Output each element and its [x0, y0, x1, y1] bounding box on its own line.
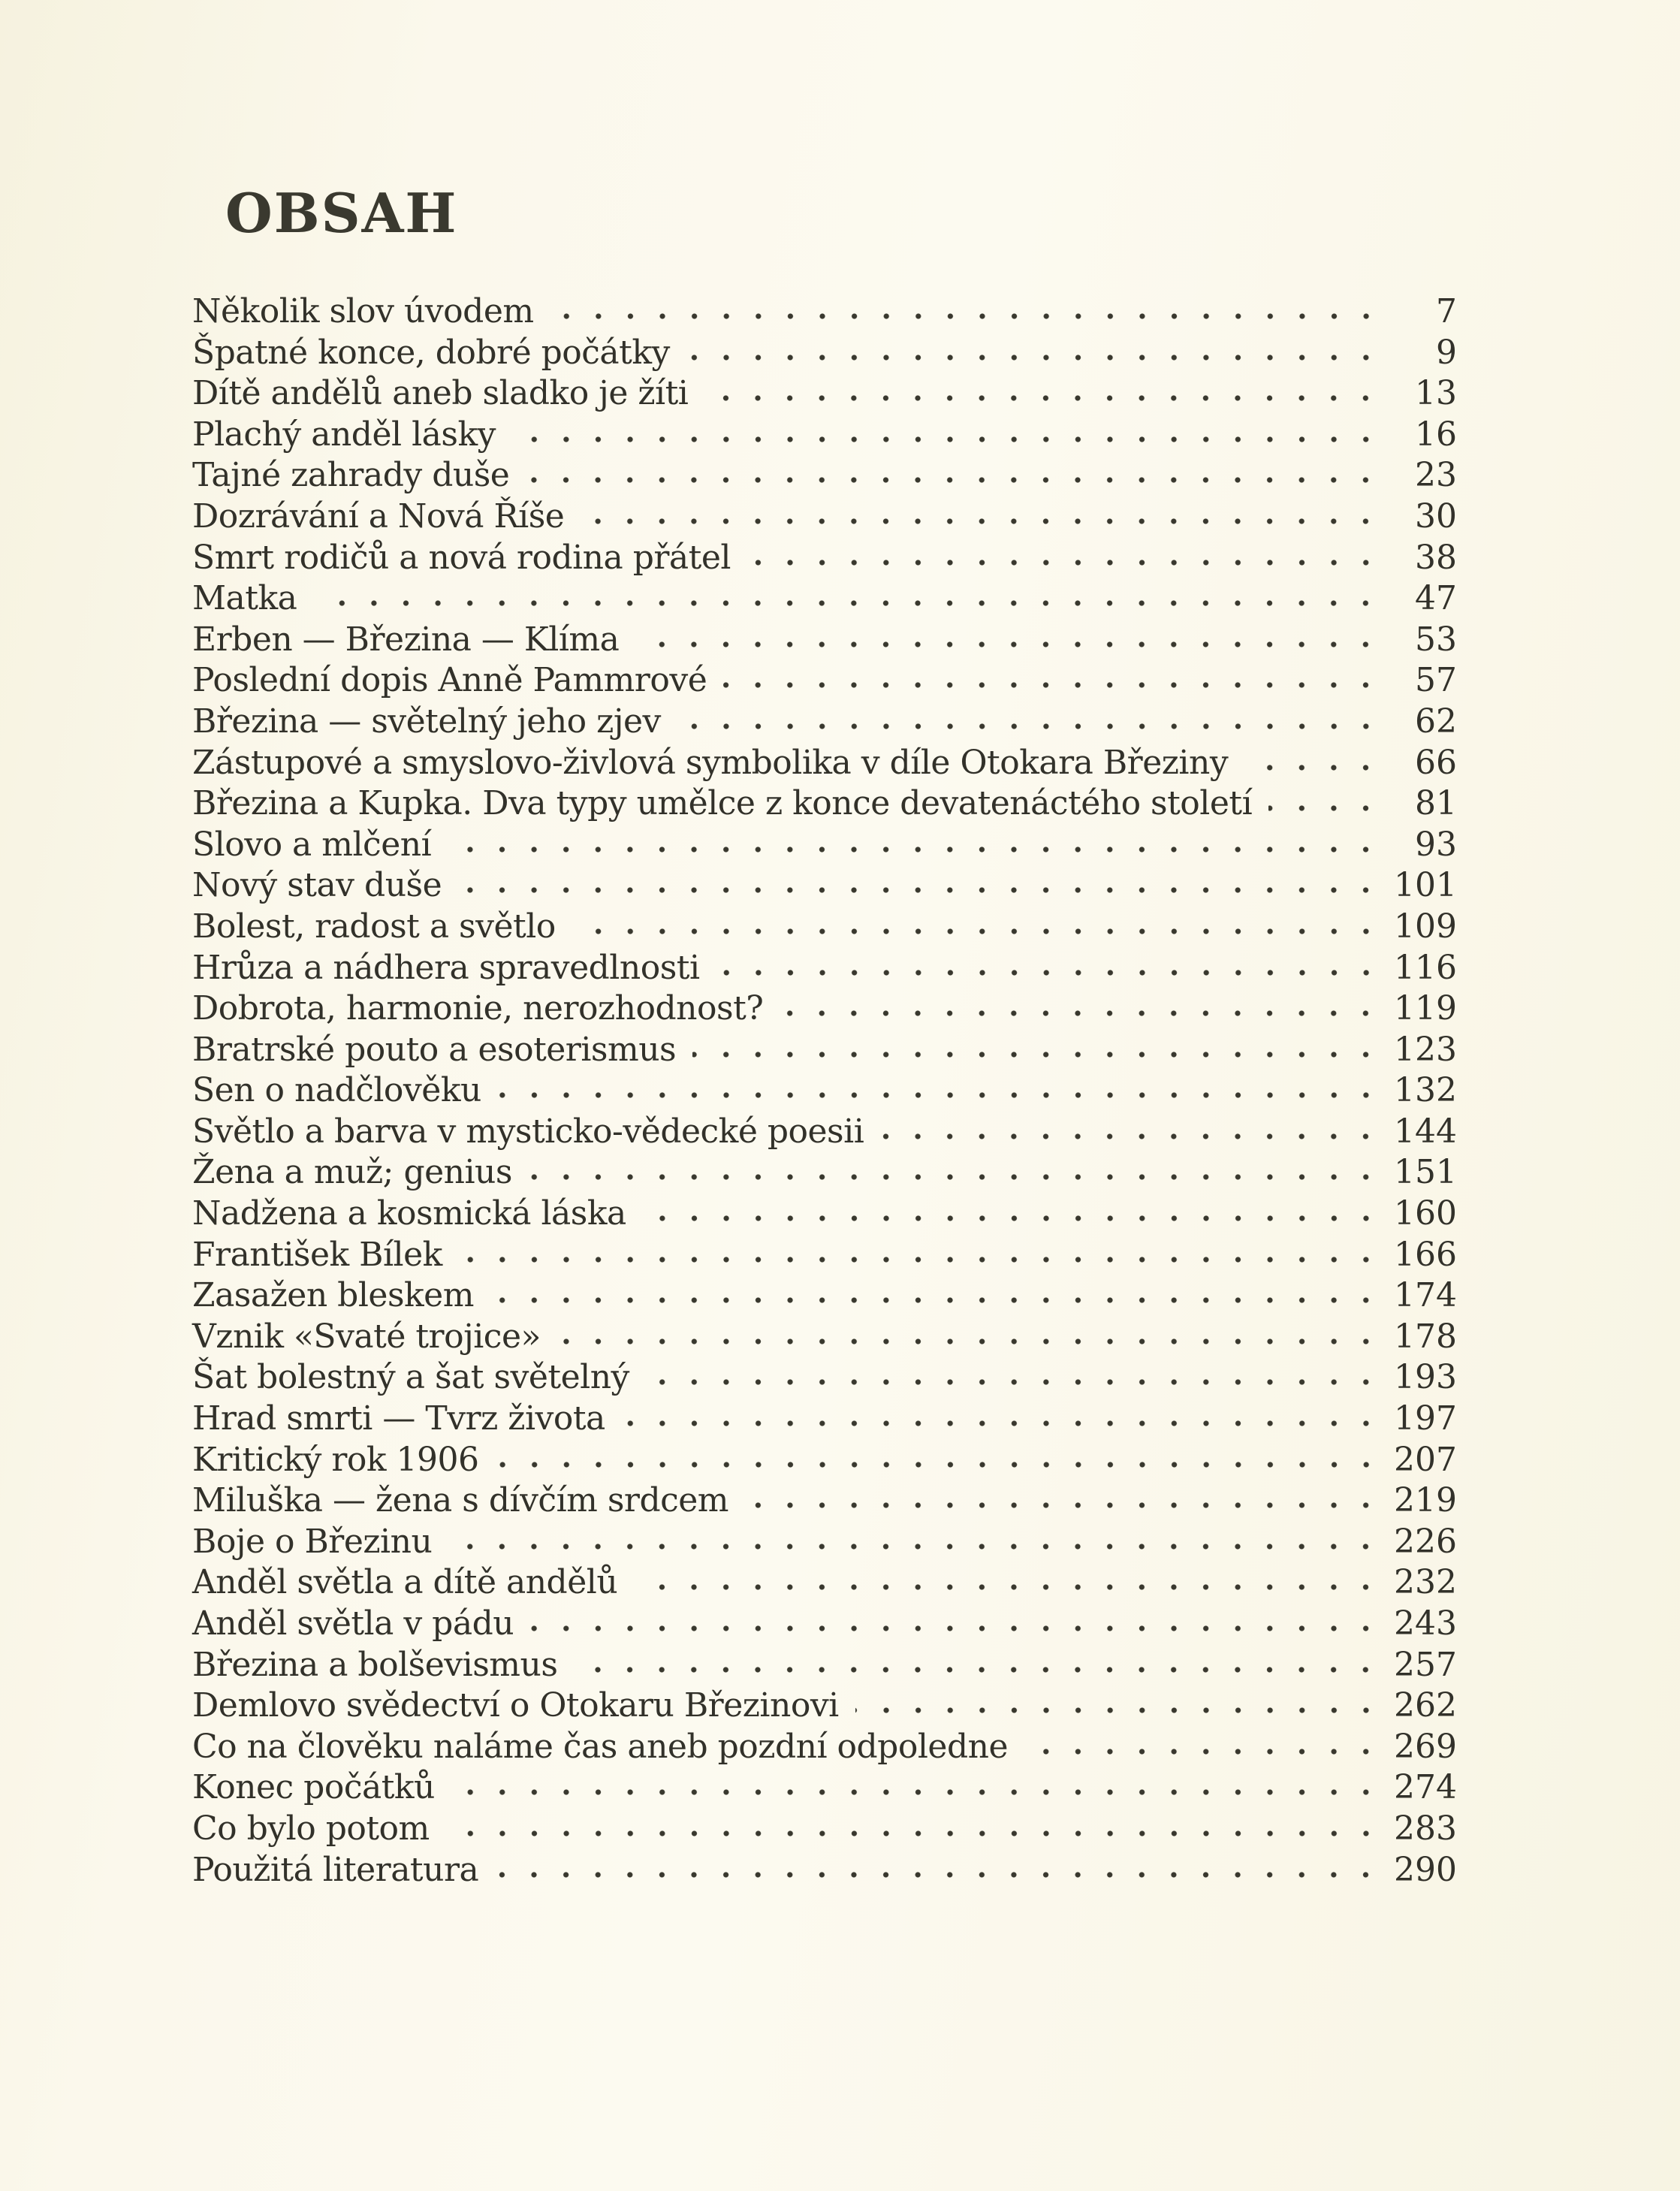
toc-entry: [192, 1194, 1457, 1235]
toc-entry: [192, 1440, 1457, 1481]
dot-leader: [692, 1052, 1382, 1061]
toc-entry-title: Špatné konce, dobré počátky: [192, 333, 670, 372]
toc-entry-page: 174: [1394, 1276, 1457, 1315]
toc-entry: [192, 373, 1457, 415]
toc-entry-title: Bratrské pouto a esoterismus: [192, 1030, 677, 1069]
dot-leader: [529, 1174, 1382, 1183]
toc-entry-title: Boje o Březinu: [192, 1522, 433, 1561]
toc-entry: [192, 825, 1457, 866]
dot-leader: [677, 723, 1382, 732]
toc-entry: [192, 1235, 1457, 1276]
toc-entry-page: 151: [1394, 1153, 1457, 1192]
toc-entry-title: Březina — světelný jeho zjev: [192, 702, 661, 741]
toc-entry-page: 119: [1394, 989, 1457, 1028]
toc-entry-title: Kritický rok 1906: [192, 1440, 479, 1479]
toc-entry-title: Hrůza a nádhera spravedlnosti: [192, 948, 700, 987]
toc-entry-page: 197: [1394, 1399, 1457, 1438]
toc-entry: [192, 660, 1457, 702]
dot-leader: [581, 518, 1382, 527]
toc-entry-page: 30: [1415, 496, 1457, 536]
toc-entry-title: Demlovo svědectví o Otokaru Březinovi: [192, 1686, 839, 1725]
toc-entry-page: 232: [1394, 1563, 1457, 1602]
toc-entry: [192, 1070, 1457, 1112]
toc-entry-title: Bolest, radost a světlo: [192, 907, 556, 946]
toc-entry-page: 66: [1415, 743, 1457, 782]
toc-entry-title: Co na člověku naláme čas aneb pozdní odpoledne: [192, 1727, 1008, 1766]
toc-entry: [192, 496, 1457, 538]
toc-entry-page: 13: [1415, 374, 1457, 413]
toc-entry-title: Anděl světla a dítě andělů: [192, 1563, 618, 1602]
dot-leader: [451, 1789, 1382, 1798]
toc-entry-title: Tajné zahrady duše: [192, 456, 510, 495]
dot-leader: [1244, 765, 1382, 774]
toc-entry: [192, 948, 1457, 989]
toc-entry: [192, 783, 1457, 825]
toc-entry-page: 9: [1436, 333, 1457, 372]
toc-entry: [192, 1645, 1457, 1686]
dot-leader: [530, 1625, 1382, 1634]
toc-entry-page: 144: [1394, 1112, 1457, 1151]
toc-entry: [192, 415, 1457, 456]
toc-entry: [192, 1562, 1457, 1604]
toc-entry: [192, 291, 1457, 333]
dot-leader: [716, 970, 1382, 979]
toc-entry-title: Březina a Kupka. Dva typy umělce z konce devatenáctého století: [192, 784, 1253, 823]
dot-leader: [490, 1297, 1382, 1306]
toc-entry: [192, 620, 1457, 661]
toc-entry-title: Použitá literatura: [192, 1850, 479, 1889]
dot-leader: [643, 1215, 1382, 1224]
toc-entry-title: Nový stav duše: [192, 866, 442, 905]
dot-leader: [1024, 1749, 1382, 1758]
toc-entry-page: 81: [1415, 784, 1457, 823]
toc-entry-page: 53: [1415, 620, 1457, 659]
toc-entry-title: Šat bolestný a šat světelný: [192, 1358, 629, 1397]
toc-entry-page: 132: [1394, 1071, 1457, 1110]
toc-entry-page: 123: [1394, 1030, 1457, 1069]
toc-entry: [192, 702, 1457, 743]
toc-entry-title: Vznik «Svaté trojice»: [192, 1317, 541, 1356]
toc-entry-title: František Bílek: [192, 1235, 442, 1274]
toc-entry-page: 178: [1394, 1317, 1457, 1356]
toc-entry-title: Anděl světla v pádu: [192, 1604, 514, 1643]
toc-entry: [192, 907, 1457, 948]
dot-leader: [723, 682, 1382, 691]
toc-list: [192, 291, 1457, 1891]
toc-entry-page: 226: [1394, 1522, 1457, 1561]
toc-entry-title: Zasažen bleskem: [192, 1276, 474, 1315]
toc-entry: [192, 1522, 1457, 1563]
toc-entry-page: 109: [1394, 907, 1457, 946]
page-title: OBSAH: [225, 181, 458, 245]
toc-entry-title: Matka: [192, 579, 297, 618]
toc-entry-title: Co bylo potom: [192, 1809, 430, 1848]
toc-entry: [192, 455, 1457, 496]
dot-leader: [496, 1462, 1382, 1471]
toc-entry-page: 62: [1415, 702, 1457, 741]
toc-entry-page: 269: [1394, 1727, 1457, 1766]
toc-entry: [192, 1850, 1457, 1891]
toc-entry: [192, 865, 1457, 907]
toc-entry: [192, 1357, 1457, 1399]
toc-entry-page: 101: [1394, 866, 1457, 905]
toc-entry-page: 193: [1394, 1358, 1457, 1397]
toc-entry: [192, 1727, 1457, 1768]
toc-entry-title: Erben — Březina — Klíma: [192, 620, 620, 659]
toc-entry: [192, 1767, 1457, 1809]
toc-entry-title: Konec počátků: [192, 1768, 435, 1807]
toc-entry-page: 207: [1394, 1440, 1457, 1479]
toc-entry: [192, 1686, 1457, 1727]
dot-leader: [458, 887, 1382, 896]
toc-entry-title: Plachý anděl lásky: [192, 415, 496, 454]
dot-leader: [495, 1872, 1382, 1881]
toc-entry-title: Nadžena a kosmická láska: [192, 1194, 626, 1233]
dot-leader: [704, 395, 1382, 404]
dot-leader: [550, 313, 1382, 322]
toc-entry: [192, 1399, 1457, 1440]
toc-entry: [192, 1317, 1457, 1358]
dot-leader: [498, 1092, 1382, 1101]
toc-entry-page: 16: [1415, 415, 1457, 454]
toc-entry: [192, 1480, 1457, 1522]
dot-leader: [646, 1379, 1382, 1388]
toc-entry-title: Žena a muž; genius: [192, 1153, 512, 1192]
dot-leader: [459, 1257, 1382, 1266]
toc-entry: [192, 988, 1457, 1030]
toc-entry-title: Několik slov úvodem: [192, 292, 534, 330]
toc-entry-page: 160: [1394, 1194, 1457, 1233]
toc-entry-title: Dozrávání a Nová Říše: [192, 496, 565, 536]
toc-entry-title: Slovo a mlčení: [192, 825, 432, 864]
toc-entry-page: 243: [1394, 1604, 1457, 1643]
dot-leader: [686, 355, 1382, 364]
dot-leader: [634, 1584, 1382, 1593]
dot-leader: [574, 1667, 1382, 1676]
toc-entry-page: 257: [1394, 1645, 1457, 1684]
toc-entry-title: Dobrota, harmonie, nerozhodnost?: [192, 989, 764, 1028]
toc-entry: [192, 1030, 1457, 1071]
dot-leader: [745, 1502, 1382, 1511]
toc-entry-title: Světlo a barva v mysticko-vědecké poesii: [192, 1112, 864, 1151]
toc-entry-title: Sen o nadčlověku: [192, 1071, 481, 1110]
toc-entry-page: 23: [1415, 456, 1457, 495]
dot-leader: [572, 928, 1382, 937]
toc-entry: [192, 1112, 1457, 1153]
dot-leader: [622, 1420, 1382, 1429]
dot-leader: [880, 1133, 1382, 1142]
toc-entry: [192, 538, 1457, 579]
toc-entry-page: 166: [1394, 1235, 1457, 1274]
dot-leader: [512, 436, 1382, 445]
dot-leader: [635, 641, 1382, 650]
dot-leader: [448, 847, 1382, 856]
toc-entry-title: Dítě andělů aneb sladko je žíti: [192, 374, 689, 413]
dot-leader: [448, 1544, 1382, 1553]
dot-leader: [446, 1830, 1382, 1839]
toc-entry-title: Zástupové a smyslovo-živlová symbolika v díle Otokara Březiny: [192, 743, 1229, 782]
toc-entry-page: 219: [1394, 1481, 1457, 1520]
dot-leader: [313, 600, 1382, 609]
dot-leader: [855, 1707, 1382, 1716]
toc-entry-page: 47: [1415, 579, 1457, 618]
toc-entry: [192, 743, 1457, 784]
dot-leader: [526, 477, 1382, 486]
toc-entry: [192, 1275, 1457, 1317]
toc-entry: [192, 1809, 1457, 1850]
toc-entry: [192, 578, 1457, 620]
toc-entry: [192, 1152, 1457, 1194]
toc-entry-page: 7: [1436, 292, 1457, 330]
toc-entry-title: Březina a bolševismus: [192, 1645, 558, 1684]
toc-entry-page: 57: [1415, 661, 1457, 700]
toc-entry-title: Smrt rodičů a nová rodina přátel: [192, 538, 731, 577]
dot-leader: [1268, 805, 1382, 814]
toc-entry-page: 274: [1394, 1768, 1457, 1807]
toc-entry-page: 38: [1415, 538, 1457, 577]
toc-entry-title: Poslední dopis Anně Pammrové: [192, 661, 707, 700]
toc-entry-title: Hrad smrti — Tvrz života: [192, 1399, 605, 1438]
toc-entry-page: 290: [1394, 1850, 1457, 1889]
dot-leader: [780, 1010, 1382, 1019]
dot-leader: [747, 560, 1382, 569]
toc-entry-page: 93: [1415, 825, 1457, 864]
toc-entry-title: Miluška — žena s dívčím srdcem: [192, 1481, 729, 1520]
toc-entry: [192, 1604, 1457, 1645]
dot-leader: [557, 1338, 1382, 1347]
toc-entry: [192, 333, 1457, 374]
toc-entry-page: 116: [1394, 948, 1457, 987]
toc-entry-page: 283: [1394, 1809, 1457, 1848]
toc-entry-page: 262: [1394, 1686, 1457, 1725]
